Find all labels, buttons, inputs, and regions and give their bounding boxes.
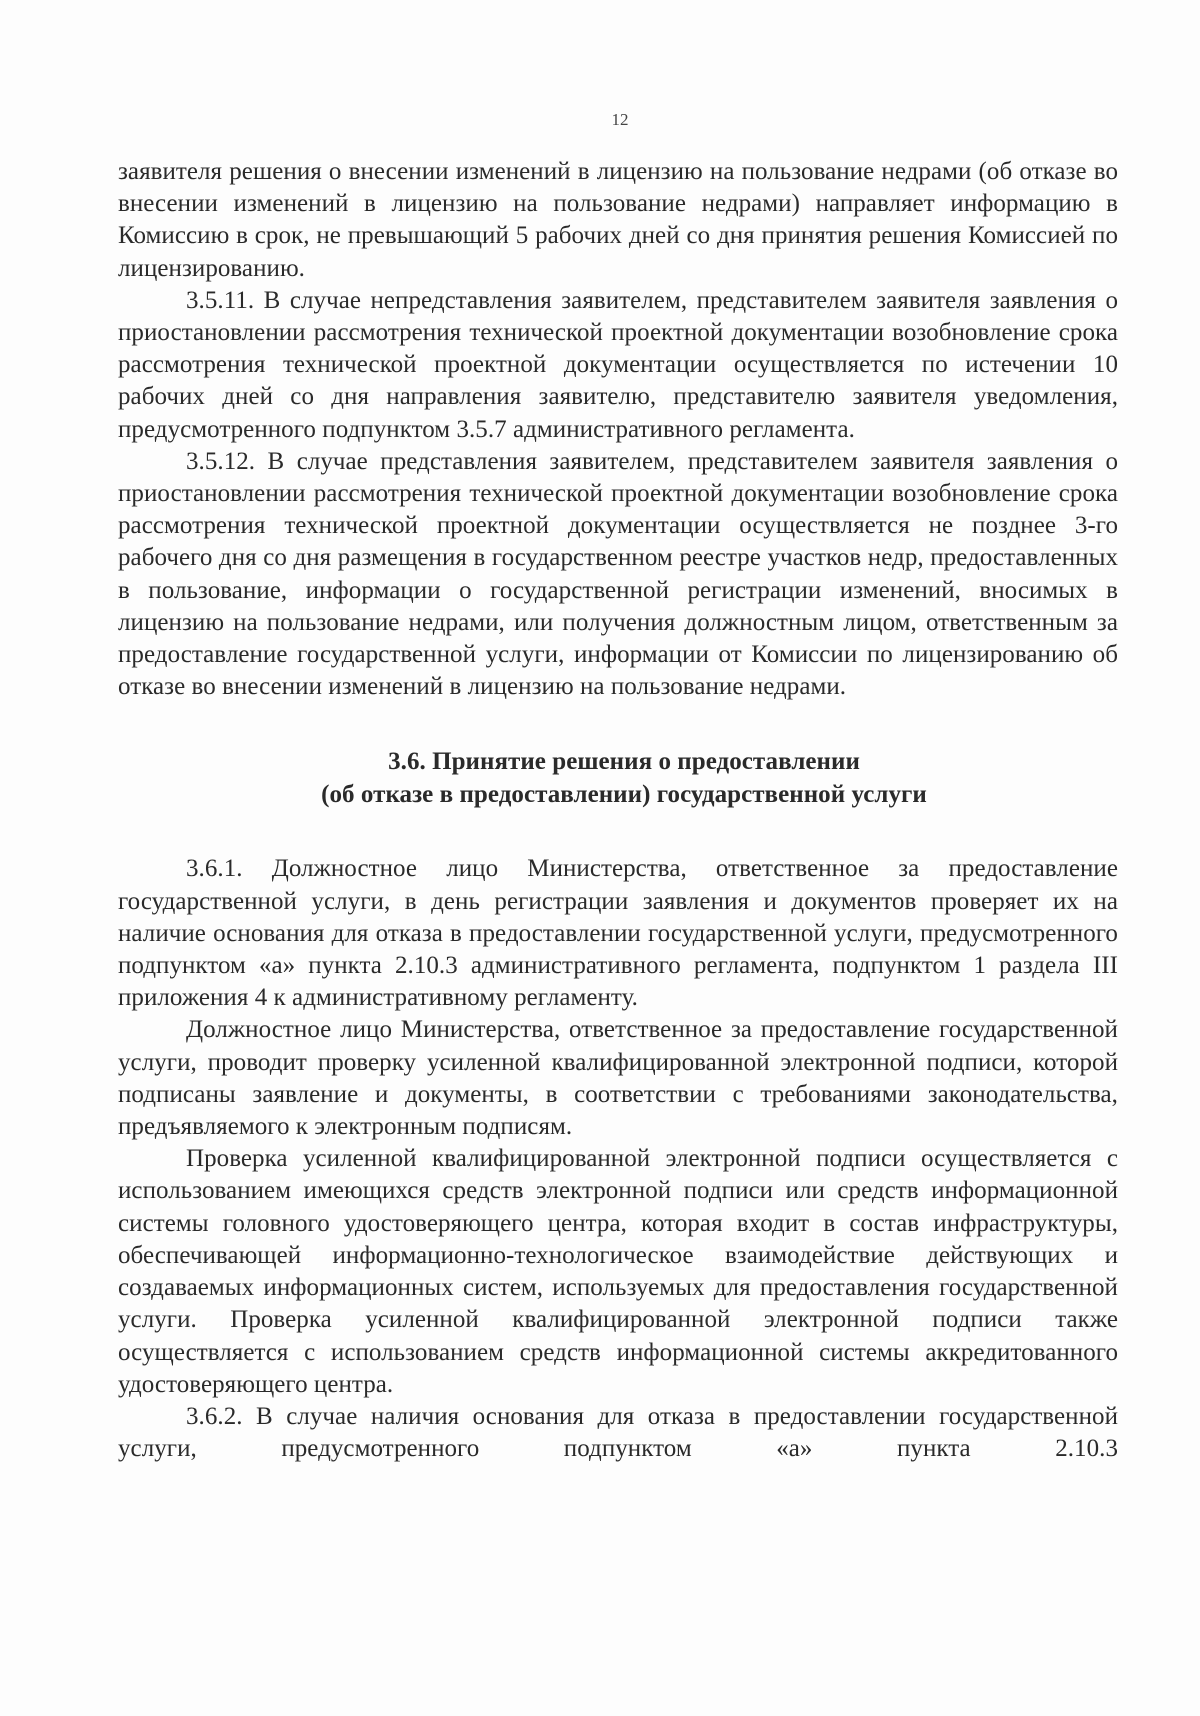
paragraph-3-6-2: 3.6.2. В случае наличия основания для отказа в предоставлении государственной услуги, предусмотренного подпунктом «а» пункта 2.10.3 xyxy=(118,1402,1118,1463)
paragraph-signature-check: Должностное лицо Министерства, ответственное за предоставление государственной услуги, проводит проверку усиленной квалифицированной электронной подписи, которой подписаны заявление и документы, в соответствии с требованиями законодательства, предъявляемого к электронным подписям. xyxy=(118,1016,1118,1141)
paragraph-signature-verification: Проверка усиленной квалифицированной электронной подписи осуществляется с использованием имеющихся средств электронной подписи или средств информационной системы головного удостоверяющего центра, которая входит в состав инфраструктуры, обеспечивающей информационно-технологическое взаимодействие действующих и создаваемых информационных систем, используемых для предоставления государственной услуги. Проверка усиленной квалифицированной электронной подписи также осуществляется с использованием средств информационной системы аккредитованного удостоверяющего центра. xyxy=(118,1145,1118,1398)
page-number: 12 xyxy=(611,110,629,129)
paragraph-3-5-12: 3.5.12. В случае представления заявителем, представителем заявителя заявления о приостановлении рассмотрения технической проектной документации возобновление срока рассмотрения технической проектной документации осуществляется не позднее 3-го рабочего дня со дня размещения в государственном реестре участков недр, предоставленных в пользование, информации о государственной регистрации изменений, вносимых в лицензию на пользование недрами, или получения должностным лицом, ответственным за предоставление государственной услуги, информации от Комиссии по лицензированию об отказе во внесении изменений в лицензию на пользование недрами. xyxy=(118,447,1118,701)
section-heading-line-1: 3.6. Принятие решения о предоставлении xyxy=(388,748,860,776)
section-heading-line-2: (об отказе в предоставлении) государственной услуги xyxy=(321,781,927,809)
paragraph-continuation: заявителя решения о внесении изменений в лицензию на пользование недрами (об отказе во внесении изменений в лицензию на пользование недрами) направляет информацию в Комиссию в срок, не превышающий 5 рабочих дней со дня принятия решения Комиссией по лицензированию. xyxy=(118,158,1118,282)
document-body xyxy=(118,156,1118,1465)
paragraph-3-6-1: 3.6.1. Должностное лицо Министерства, ответственное за предоставление государственной услуги, в день регистрации заявления и документов проверяет их на наличие основания для отказа в предоставлении государственной услуги, предусмотренного подпунктом «а» пункта 2.10.3 административного регламента, подпунктом 1 раздела III приложения 4 к административному регламенту. xyxy=(118,855,1118,1012)
paragraph-3-5-11: 3.5.11. В случае непредставления заявителем, представителем заявителя заявления о приостановлении рассмотрения технической проектной документации возобновление срока рассмотрения технической проектной документации осуществляется по истечении 10 рабочих дней со дня направления заявителю, представителю заявителя уведомления, предусмотренного подпунктом 3.5.7 административного регламента. xyxy=(118,286,1118,443)
section-heading xyxy=(118,745,1118,811)
